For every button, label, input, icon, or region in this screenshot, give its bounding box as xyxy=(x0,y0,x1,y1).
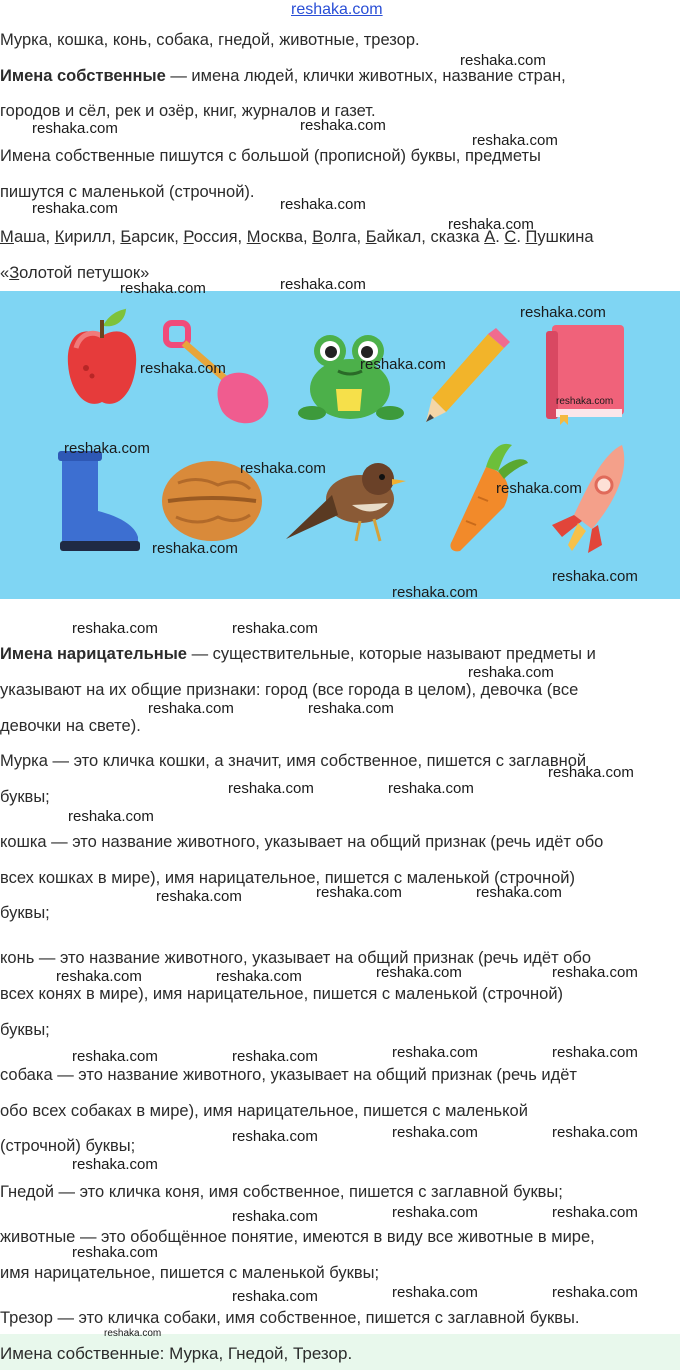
proper-definition-line2: городов и сёл, рек и озёр, книг, журналов и газет. xyxy=(0,102,376,120)
watermark: reshaka.com xyxy=(448,216,534,233)
example-capital: В xyxy=(312,228,324,246)
watermark: reshaka.com xyxy=(556,396,614,407)
watermark: reshaka.com xyxy=(392,1204,478,1221)
watermark: reshaka.com xyxy=(72,1156,158,1173)
watermark: reshaka.com xyxy=(216,968,302,985)
watermark: reshaka.com xyxy=(388,780,474,797)
explanation-line: всех кошках в мире), имя нарицательное, пишется с маленькой (строчной) xyxy=(0,869,575,887)
watermark: reshaka.com xyxy=(308,700,394,717)
common-definition-line2: указывают на их общие признаки: город (все города в целом), девочка (все xyxy=(0,681,579,699)
watermark: reshaka.com xyxy=(552,964,638,981)
watermark: reshaka.com xyxy=(68,808,154,825)
watermark: reshaka.com xyxy=(232,1288,318,1305)
watermark: reshaka.com xyxy=(64,440,150,457)
watermark: reshaka.com xyxy=(72,1048,158,1065)
pencil-icon xyxy=(424,326,514,426)
example-capital: А xyxy=(484,228,496,246)
watermark: reshaka.com xyxy=(228,780,314,797)
example-text: арсик, xyxy=(131,228,184,246)
example-capital: С xyxy=(504,228,517,246)
watermark: reshaka.com xyxy=(548,764,634,781)
watermark: reshaka.com xyxy=(232,1048,318,1065)
watermark: reshaka.com xyxy=(392,1124,478,1141)
example-capital: К xyxy=(54,228,65,246)
watermark: reshaka.com xyxy=(468,664,554,681)
intro-words: Мурка, кошка, конь, собака, гнедой, животные, трезор. xyxy=(0,31,420,49)
watermark: reshaka.com xyxy=(552,1044,638,1061)
watermark: reshaka.com xyxy=(472,132,558,149)
watermark: reshaka.com xyxy=(232,1208,318,1225)
explanation-line: (строчной) буквы; xyxy=(0,1137,136,1155)
example-text: оссия, xyxy=(193,228,247,246)
watermark: reshaka.com xyxy=(120,280,206,297)
rocket-icon xyxy=(542,441,634,567)
example-capital: М xyxy=(246,228,261,246)
watermark: reshaka.com xyxy=(392,1284,478,1301)
explanation-line: собака — это название животного, указывает на общий признак (речь идёт xyxy=(0,1066,577,1084)
watermark: reshaka.com xyxy=(392,1044,478,1061)
explanation-line: Мурка — это кличка кошки, а значит, имя собственное, пишется с заглавной xyxy=(0,752,587,770)
watermark: reshaka.com xyxy=(300,117,386,134)
common-definition-line1 xyxy=(0,643,596,665)
example-text: . xyxy=(495,228,505,246)
explanation-line: буквы; xyxy=(0,788,50,806)
watermark: reshaka.com xyxy=(280,196,366,213)
watermark: reshaka.com xyxy=(476,884,562,901)
common-term: Имена нарицательные xyxy=(0,645,187,663)
watermark: reshaka.com xyxy=(232,1128,318,1145)
watermark: reshaka.com xyxy=(156,888,242,905)
watermark: reshaka.com xyxy=(104,1328,162,1339)
explanation-line: животные — это обобщённое понятие, имеются в виду все животные в мире, xyxy=(0,1228,595,1246)
example-text: . xyxy=(516,228,526,246)
explanation-line: имя нарицательное, пишется с маленькой буквы; xyxy=(0,1264,380,1282)
apple-icon xyxy=(62,306,142,416)
watermark: reshaka.com xyxy=(72,620,158,637)
site-link[interactable]: reshaka.com xyxy=(291,1,383,18)
watermark: reshaka.com xyxy=(552,1284,638,1301)
watermark: reshaka.com xyxy=(152,540,238,557)
watermark: reshaka.com xyxy=(32,120,118,137)
explanation-line: конь — это название животного, указывает на общий признак (речь идёт обо xyxy=(0,949,592,967)
boot-icon xyxy=(54,449,142,555)
explanation-line: кошка — это название животного, указывает на общий признак (речь идёт обо xyxy=(0,833,604,851)
explanation-line: Гнедой — это кличка коня, имя собственное, пишется с заглавной буквы; xyxy=(0,1183,563,1201)
frog-icon xyxy=(298,331,408,423)
watermark: reshaka.com xyxy=(460,52,546,69)
proper-rule-line1: Имена собственные пишутся с большой (прописной) буквы, предметы xyxy=(0,147,541,165)
example-text: айкал, сказка xyxy=(376,228,485,246)
example-text: осква, xyxy=(260,228,313,246)
example-text: аша, xyxy=(13,228,55,246)
watermark: reshaka.com xyxy=(280,276,366,293)
proper-rule-line2: пишутся с маленькой (строчной). xyxy=(0,183,255,201)
example-capital: З xyxy=(9,264,20,282)
explanation-line: буквы; xyxy=(0,1021,50,1039)
proper-term: Имена собственные xyxy=(0,67,166,85)
quote-open: « xyxy=(0,264,10,282)
example-text: ушкина xyxy=(537,228,594,246)
common-definition-line3: девочки на свете). xyxy=(0,717,141,735)
watermark: reshaka.com xyxy=(56,968,142,985)
example-capital: Б xyxy=(365,228,377,246)
watermark: reshaka.com xyxy=(360,356,446,373)
watermark: reshaka.com xyxy=(552,1204,638,1221)
watermark: reshaka.com xyxy=(140,360,226,377)
common-definition-text: — существительные, которые называют предметы и xyxy=(186,645,596,663)
watermark: reshaka.com xyxy=(32,200,118,217)
explanation-line: буквы; xyxy=(0,904,50,922)
example-capital: М xyxy=(0,228,14,246)
explanation-line: всех конях в мире), имя нарицательное, пишется с маленькой (строчной) xyxy=(0,985,564,1003)
explanation-line: Трезор — это кличка собаки, имя собственное, пишется с заглавной буквы. xyxy=(0,1309,580,1327)
watermark: reshaka.com xyxy=(552,1124,638,1141)
watermark: reshaka.com xyxy=(496,480,582,497)
explanation-line: обо всех собаках в мире), имя нарицательное, пишется с маленькой xyxy=(0,1102,528,1120)
watermark: reshaka.com xyxy=(376,964,462,981)
watermark: reshaka.com xyxy=(552,568,638,585)
answer-text: Имена собственные: Мурка, Гнедой, Трезор. xyxy=(0,1344,353,1363)
watermark: reshaka.com xyxy=(72,1244,158,1261)
watermark: reshaka.com xyxy=(232,620,318,637)
example-capital: Б xyxy=(120,228,132,246)
example-capital: П xyxy=(525,228,538,246)
watermark: reshaka.com xyxy=(240,460,326,477)
watermark: reshaka.com xyxy=(520,304,606,321)
watermark: reshaka.com xyxy=(392,584,478,601)
watermark: reshaka.com xyxy=(148,700,234,717)
example-text: олга, xyxy=(323,228,366,246)
example-text: олотой петушок» xyxy=(19,264,150,282)
example-capital: Р xyxy=(183,228,194,246)
example-text: ирилл, xyxy=(64,228,121,246)
watermark: reshaka.com xyxy=(316,884,402,901)
proper-definition-text: — имена людей, клички животных, название стран, xyxy=(165,67,566,85)
